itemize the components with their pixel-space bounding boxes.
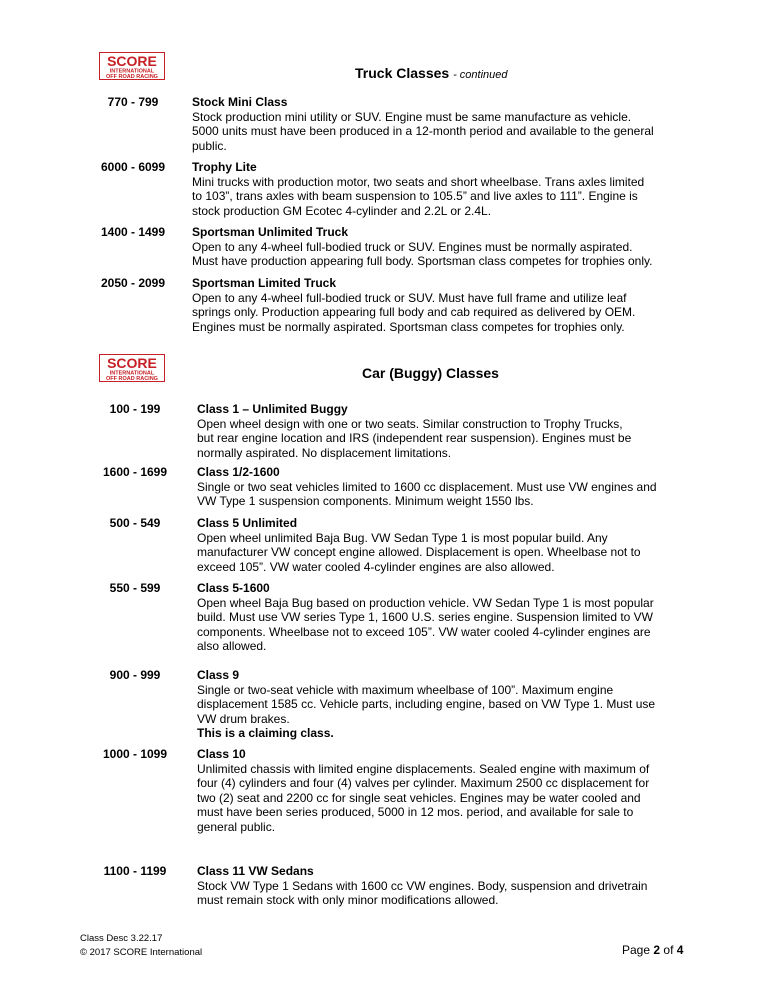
description-line: but rear engine location and IRS (independent rear suspension). Engines must be <box>197 431 632 446</box>
class-name: Class 5-1600 <box>197 581 270 595</box>
description-line: 5000 units must have been produced in a 12-month period and available to the general <box>192 124 654 139</box>
description-line: Stock production mini utility or SUV. Engine must be same manufacture as vehicle. <box>192 109 632 124</box>
description-line: also allowed. <box>197 639 267 654</box>
class-description <box>192 276 700 334</box>
class-name: Class 11 VW Sedans <box>197 864 314 878</box>
description-line: two (2) seat and 2200 cc for single seat vehicles. Engines may be water cooled and <box>197 790 641 805</box>
class-number-range: 770 - 799 <box>107 95 159 109</box>
claiming-class-note: This is a claiming class. <box>197 726 334 741</box>
description-line: manufacturer VW concept engine allowed. Displacement is open. Wheelbase not to <box>197 545 641 560</box>
class-name: Trophy Lite <box>192 160 257 174</box>
logo-line1: INTERNATIONAL <box>109 370 155 377</box>
class-name: Class 10 <box>197 747 246 761</box>
class-number-range: 100 - 199 <box>109 402 161 416</box>
description-line: must remain stock with only minor modifications allowed. <box>197 893 499 908</box>
description-line: Open to any 4-wheel full-bodied truck or SUV. Must have full frame and utilize leaf <box>192 290 627 305</box>
description-line: must have been series produced, 5000 in 12 mos. period, and available for sale to <box>197 805 634 820</box>
class-name: Class 5 Unlimited <box>197 516 298 530</box>
class-description <box>197 747 700 835</box>
truck-section-title <box>355 65 508 81</box>
doc-id: Class Desc 3.22.17 <box>80 933 163 944</box>
class-number-range: 2050 - 2099 <box>100 276 166 290</box>
class-description <box>192 225 700 269</box>
description-line: Unlimited chassis with limited engine displacements. Sealed engine with maximum of <box>197 761 650 776</box>
class-number-range: 1000 - 1099 <box>102 747 168 761</box>
class-name: Class 1/2-1600 <box>197 465 280 479</box>
class-description <box>197 864 700 908</box>
class-description <box>197 668 700 741</box>
class-number-range: 1600 - 1699 <box>102 465 168 479</box>
class-description <box>197 402 700 460</box>
class-name: Sportsman Limited Truck <box>192 276 337 290</box>
description-line: to 103”, trans axles with beam suspension to 105.5” and live axles to 111”. Engine is <box>192 189 638 204</box>
description-line: components. Wheelbase not to exceed 105”. VW water cooled 4-cylinder engines are <box>197 624 651 639</box>
car-section-title: Car (Buggy) Classes <box>362 365 499 381</box>
class-description <box>197 581 700 654</box>
description-line: Must have production appearing full body. Sportsman class competes for trophies only. <box>192 254 653 269</box>
description-line: Stock VW Type 1 Sedans with 1600 cc VW engines. Body, suspension and drivetrain <box>197 878 648 893</box>
logo-line1: INTERNATIONAL <box>109 68 155 75</box>
description-line: four (4) cylinders and four (4) valves per cylinder. Maximum 2500 cc displacement for <box>197 776 650 791</box>
description-line: build. Must use VW series Type 1, 1600 U.S. series engine. Suspension limited to VW <box>197 610 653 625</box>
continued-label: - continued <box>453 69 508 81</box>
description-line: springs only. Production appearing full body and cab required as delivered by OEM. <box>192 305 636 320</box>
footer-left <box>80 932 202 960</box>
score-logo <box>99 354 165 382</box>
description-line: Open wheel Baja Bug based on production vehicle. VW Sedan Type 1 is most popular <box>197 595 654 610</box>
description-line: Mini trucks with production motor, two seats and short wheelbase. Trans axles limited <box>192 174 645 189</box>
page-number: Page 2 of 4 <box>622 943 684 957</box>
class-name: Class 1 – Unlimited Buggy <box>197 402 348 416</box>
description-line: Single or two-seat vehicle with maximum wheelbase of 100”. Maximum engine <box>197 682 614 697</box>
logo-main: SCORE <box>107 53 157 69</box>
class-number-range: 1100 - 1199 <box>103 864 167 878</box>
description-line: Open wheel unlimited Baja Bug. VW Sedan Type 1 is most popular build. Any <box>197 530 608 545</box>
logo-line2: OFF ROAD RACING <box>106 74 158 80</box>
class-name: Class 9 <box>197 668 240 682</box>
class-number-range: 6000 - 6099 <box>100 160 166 174</box>
class-number-range: 900 - 999 <box>109 668 161 682</box>
description-line: stock production GM Ecotec 4-cylinder and 2.2L or 2.4L. <box>192 203 492 218</box>
description-line: Single or two seat vehicles limited to 1600 cc displacement. Must use VW engines and <box>197 479 657 494</box>
class-description <box>192 95 700 153</box>
logo-main: SCORE <box>107 355 157 371</box>
class-name: Stock Mini Class <box>192 95 288 109</box>
description-line: VW drum brakes. <box>197 711 290 726</box>
class-description <box>197 516 700 574</box>
logo-line2: OFF ROAD RACING <box>106 376 158 382</box>
truck-title-text: Truck Classes <box>355 65 450 81</box>
class-number-range: 1400 - 1499 <box>100 225 166 239</box>
description-line: normally aspirated. No displacement limitations. <box>197 445 452 460</box>
description-line: exceed 105”. VW water cooled 4-cylinder engines are also allowed. <box>197 559 555 574</box>
class-number-range: 500 - 549 <box>109 516 161 530</box>
description-line: VW Type 1 suspension components. Minimum weight 1550 lbs. <box>197 494 534 509</box>
copyright: © 2017 SCORE International <box>80 947 203 958</box>
class-name: Sportsman Unlimited Truck <box>192 225 349 239</box>
description-line: displacement 1585 cc. Vehicle parts, including engine, based on VW Type 1. Must use <box>197 697 656 712</box>
class-number-range: 550 - 599 <box>109 581 161 595</box>
description-line: public. <box>192 138 227 153</box>
class-description <box>197 465 700 509</box>
description-line: Engines must be normally aspirated. Sportsman class competes for trophies only. <box>192 319 625 334</box>
score-logo <box>99 52 165 80</box>
class-description <box>192 160 700 218</box>
description-line: Open to any 4-wheel full-bodied truck or SUV. Engines must be normally aspirated. <box>192 239 633 254</box>
description-line: Open wheel design with one or two seats. Similar construction to Trophy Trucks, <box>197 416 623 431</box>
description-line: general public. <box>197 819 276 834</box>
